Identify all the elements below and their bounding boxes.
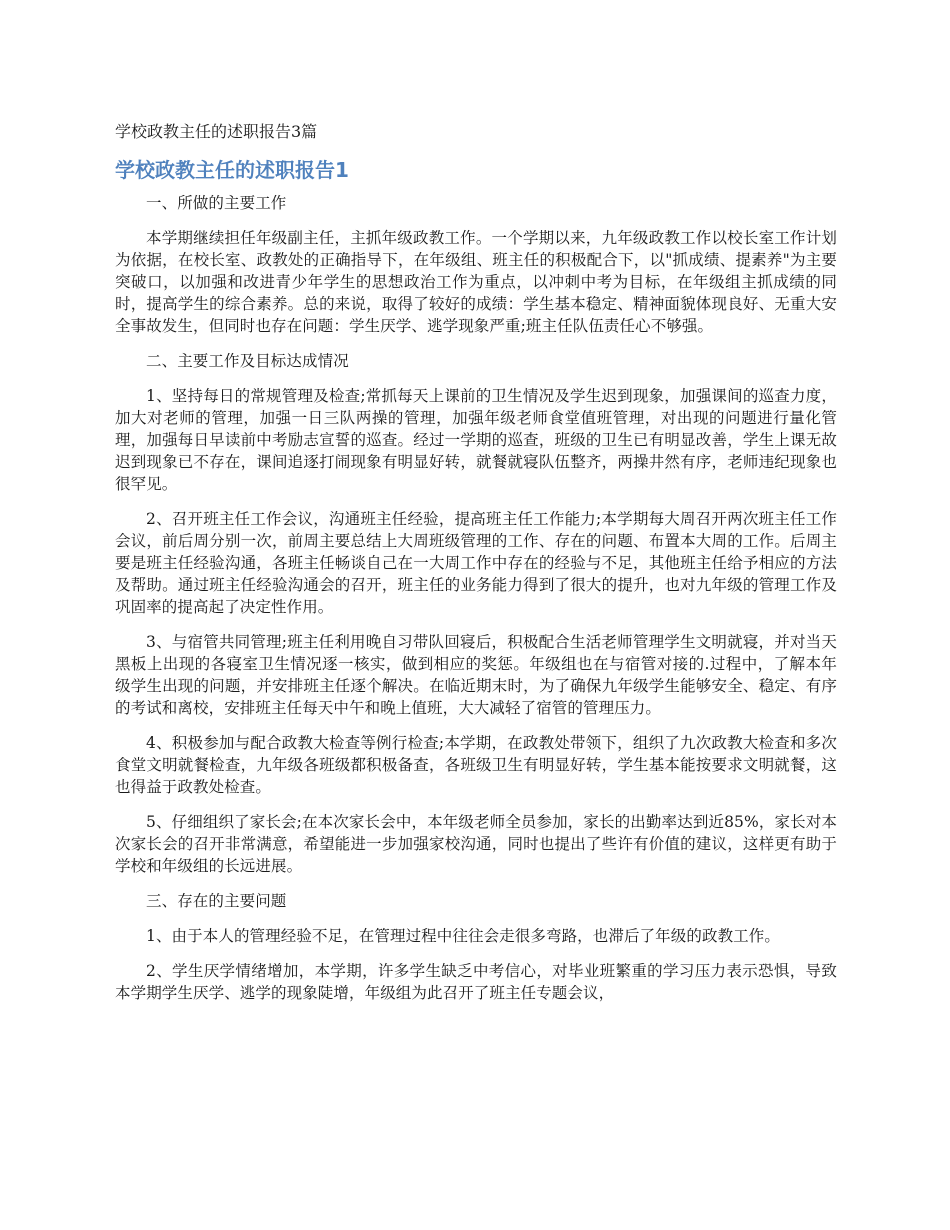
paragraph-heading-2: 二、主要工作及目标达成情况: [146, 352, 349, 370]
paragraph: 2、学生厌学情绪增加，本学期，许多学生缺乏中考信心，对毕业班繁重的学习压力表示恐惧，导致本学期学生厌学、逃学的现象陡增，年级组为此召开了班主任专题会议，: [115, 962, 837, 1002]
document-title: 学校政教主任的述职报告3篇: [115, 122, 318, 141]
section-heading: 学校政教主任的述职报告1: [115, 158, 349, 182]
paragraph-heading-3: 三、存在的主要问题: [146, 892, 287, 910]
paragraph-heading-1: 一、所做的主要工作: [146, 194, 287, 212]
paragraph: 4、积极参加与配合政教大检查等例行检查;本学期，在政教处带领下，组织了九次政教大检查和多次食堂文明就餐检查，九年级各班级都积极备查，各班级卫生有明显好转，学生基本能按要求文明就餐，这也得益于政教处检查。: [115, 734, 837, 796]
paragraph: 3、与宿管共同管理;班主任利用晚自习带队回寝后，积极配合生活老师管理学生文明就寝，并对当天黑板上出现的各寝室卫生情况逐一核实，做到相应的奖惩。年级组也在与宿管对接的.过程中，了解本年级学生出现的问题，并安排班主任逐个解决。在临近期末时，为了确保九年级学生能够安全、稳定、有序的考试和离校，安排班主任每天中午和晚上值班，大大减轻了宿管的管理压力。: [115, 633, 837, 717]
paragraph: 1、由于本人的管理经验不足，在管理过程中往往会走很多弯路，也滞后了年级的政教工作。: [146, 927, 780, 945]
paragraph: 本学期继续担任年级副主任，主抓年级政教工作。一个学期以来，九年级政教工作以校长室工作计划为依据，在校长室、政教处的正确指导下，在年级组、班主任的积极配合下，以"抓成绩、提素养"为主要突破口，以加强和改进青少年学生的思想政治工作为重点，以冲刺中考为目标，在年级组主抓成绩的同时，提高学生的综合素养。总的来说，取得了较好的成绩：学生基本稳定、精神面貌体现良好、无重大安全事故发生，但同时也存在问题：学生厌学、逃学现象严重;班主任队伍责任心不够强。: [115, 229, 837, 335]
paragraph: 5、仔细组织了家长会;在本次家长会中，本年级老师全员参加，家长的出勤率达到近85%，家长对本次家长会的召开非常满意，希望能进一步加强家校沟通，同时也提出了些许有价值的建议，这样更有助于学校和年级组的长远进展。: [115, 813, 837, 875]
document-page: [115, 120, 837, 1017]
paragraph: 1、坚持每日的常规管理及检查;常抓每天上课前的卫生情况及学生迟到现象，加强课间的巡查力度，加大对老师的管理，加强一日三队两操的管理，加强年级老师食堂值班管理，对出现的问题进行量化管理，加强每日早读前中考励志宣誓的巡查。经过一学期的巡查，班级的卫生已有明显改善，学生上课无故迟到现象已不存在，课间追逐打闹现象有明显好转，就餐就寝队伍整齐，两操井然有序，老师违纪现象也很罕见。: [115, 387, 837, 493]
paragraph: 2、召开班主任工作会议，沟通班主任经验，提高班主任工作能力;本学期每大周召开两次班主任工作会议，前后周分别一次，前周主要总结上大周班级管理的工作、存在的问题、布置本大周的工作。后周主要是班主任经验沟通，各班主任畅谈自己在一大周工作中存在的经验与不足，其他班主任给予相应的方法及帮助。通过班主任经验沟通会的召开，班主任的业务能力得到了很大的提升，也对九年级的管理工作及巩固率的提高起了决定性作用。: [115, 510, 837, 616]
